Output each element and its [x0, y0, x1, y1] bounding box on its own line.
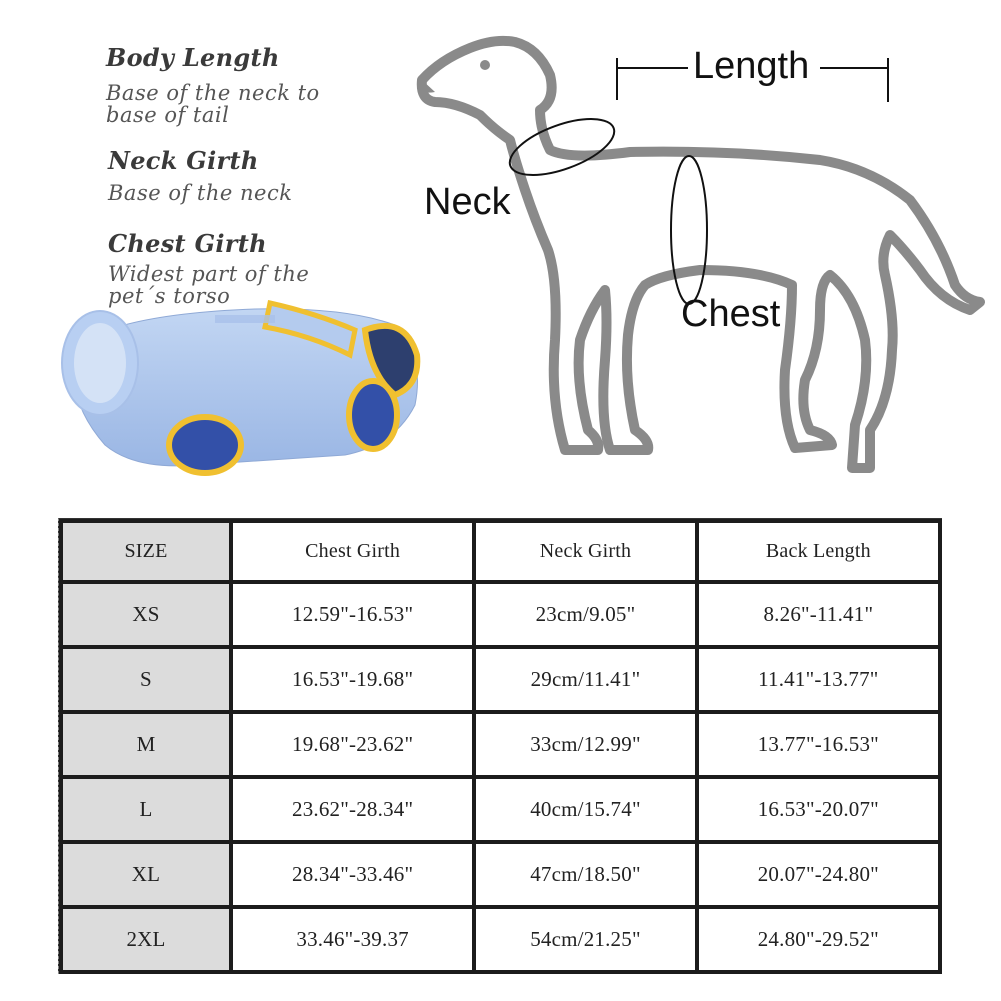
size-cell: XL [63, 844, 229, 905]
size-cell: L [63, 779, 229, 840]
body-length-description: Base of the neck to base of tail [106, 81, 320, 127]
header-size: SIZE [63, 523, 229, 580]
chest-cell: 16.53"-19.68" [233, 649, 472, 710]
back-cell: 20.07"-24.80" [699, 844, 938, 905]
table-row [63, 909, 938, 970]
length-label: Length [693, 45, 810, 87]
chest-girth-description: Widest part of the pet´s torso [108, 262, 310, 308]
back-cell: 11.41"-13.77" [699, 649, 938, 710]
neck-cell: 23cm/9.05" [476, 584, 694, 645]
header-chest-girth: Chest Girth [233, 523, 472, 580]
neck-girth-description: Base of the neck [108, 181, 293, 205]
chest-cell: 28.34"-33.46" [233, 844, 472, 905]
back-cell: 8.26"-11.41" [699, 584, 938, 645]
neck-cell: 47cm/18.50" [476, 844, 694, 905]
size-cell: XS [63, 584, 229, 645]
table-row [63, 844, 938, 905]
neck-label: Neck [424, 181, 511, 223]
recovery-suit-image [55, 295, 435, 495]
chest-girth-title: Chest Girth [108, 229, 267, 258]
header-neck-girth: Neck Girth [476, 523, 694, 580]
table-row [63, 649, 938, 710]
dog-outline [422, 41, 980, 468]
neck-cell: 54cm/21.25" [476, 909, 694, 970]
table-row [63, 779, 938, 840]
chest-cell: 23.62"-28.34" [233, 779, 472, 840]
chest-cell: 33.46"-39.37 [233, 909, 472, 970]
table-header-row [63, 523, 938, 580]
dog-measurement-diagram [400, 20, 1000, 490]
back-cell: 24.80"-29.52" [699, 909, 938, 970]
back-cell: 16.53"-20.07" [699, 779, 938, 840]
size-cell: S [63, 649, 229, 710]
table-row [63, 584, 938, 645]
size-cell: 2XL [63, 909, 229, 970]
neck-cell: 29cm/11.41" [476, 649, 694, 710]
table-row [63, 714, 938, 775]
size-cell: M [63, 714, 229, 775]
chest-cell: 19.68"-23.62" [233, 714, 472, 775]
size-chart [58, 518, 942, 974]
neck-girth-title: Neck Girth [108, 146, 259, 175]
neck-cell: 40cm/15.74" [476, 779, 694, 840]
chest-cell: 12.59"-16.53" [233, 584, 472, 645]
chest-label: Chest [681, 293, 781, 335]
size-table [59, 519, 942, 974]
back-cell: 13.77"-16.53" [699, 714, 938, 775]
header-back-length: Back Length [699, 523, 938, 580]
neck-cell: 33cm/12.99" [476, 714, 694, 775]
body-length-title: Body Length [106, 43, 280, 72]
